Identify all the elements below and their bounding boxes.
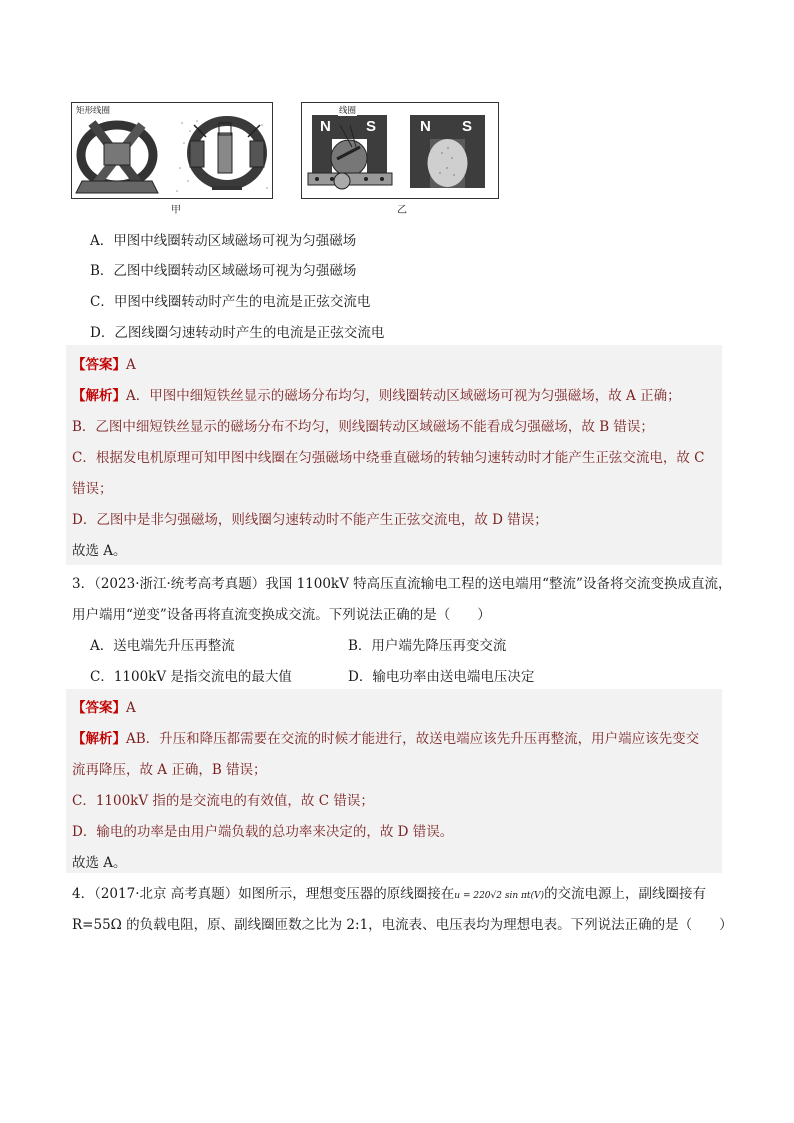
q3-analysis-line-5: 故选 A。 [72, 855, 127, 871]
q2-option-d: D．乙图线圈匀速转动时产生的电流是正弦交流电 [90, 325, 385, 341]
q3-analysis-line-1 [72, 727, 699, 747]
q3-stem-line-1: 3．（2023·浙江·统考高考真题）我国 1100kV 特高压直流输电工程的送电端用“整流”设备将交流变换成直流， [72, 576, 732, 592]
q3-answer [72, 696, 136, 716]
q4-stem-line-1 [72, 882, 706, 902]
q3-stem-line-2: 用户端用“逆变”设备再将直流变换成交流。下列说法正确的是（ ） [72, 607, 491, 623]
pole-n-right: N [420, 118, 431, 135]
q2-answer [72, 353, 136, 373]
figure-jia-drawing [72, 103, 272, 198]
q3-answer-block [66, 689, 722, 873]
figure-yi-label: 线圈 [339, 106, 357, 116]
figure-jia [71, 102, 273, 199]
q2-analysis-tag: 【解析】 [72, 388, 126, 404]
q2-option-a: A．甲图中线圈转动区域磁场可视为匀强磁场 [90, 233, 357, 249]
pole-s-left: S [366, 118, 377, 135]
figure-jia-caption: 甲 [171, 205, 181, 216]
q3-analysis-line-2: 流再降压，故 A 正确，B 错误； [72, 762, 267, 778]
q3-answer-tag: 【答案】 [72, 700, 126, 716]
q3-option-c: C．1100kV 是指交流电的最大值 [90, 669, 292, 685]
q3-answer-value: A [126, 700, 136, 716]
q3-analysis-line-3: C．1100kV 指的是交流电的有效值，故 C 错误； [72, 793, 374, 809]
q2-analysis-line-2: B．乙图中细短铁丝显示的磁场分布不均匀，则线圈转动区域磁场不能看成匀强磁场，故 B 错误； [72, 419, 654, 435]
q2-option-c: C．甲图中线圈转动时产生的电流是正弦交流电 [90, 294, 371, 310]
q2-option-b: B．乙图中线圈转动区域磁场可视为匀强磁场 [90, 263, 357, 279]
q3-analysis-line-4: D．输电的功率是由用户端负载的总功率来决定的，故 D 错误。 [72, 824, 454, 840]
q4-stem-part1: 4．（2017·北京 高考真题）如图所示，理想变压器的原线圈接在 [72, 886, 455, 902]
pole-s-right: S [462, 118, 473, 135]
q4-formula: u = 220√2 sin πt(V) [454, 891, 545, 901]
q2-analysis-line-3: C．根据发电机原理可知甲图中线圈在匀强磁场中绕垂直磁场的转轴匀速转动时才能产生正弦交流电，故 C [72, 450, 705, 466]
q2-analysis-text-1: A．甲图中细短铁丝显示的磁场分布均匀，则线圈转动区域磁场可视为匀强磁场，故 A 正确； [126, 388, 681, 404]
figure-yi-caption: 乙 [397, 205, 407, 216]
q4-stem-part2: 的交流电源上，副线圈接有 [544, 886, 707, 902]
q3-analysis-tag: 【解析】 [72, 731, 126, 747]
q4-stem-line-2: R=55Ω 的负载电阻，原、副线圈匝数之比为 2:1，电流表、电压表均为理想电表。下列说法正确的是（ ） [72, 917, 733, 933]
q3-option-b: B．用户端先降压再变交流 [348, 638, 507, 654]
figure-yi [301, 102, 499, 199]
q2-analysis-line-5: D．乙图中是非匀强磁场，则线圈匀速转动时不能产生正弦交流电，故 D 错误； [72, 512, 548, 528]
pole-n-left: N [320, 118, 331, 135]
q2-analysis-line-1 [72, 384, 681, 404]
q2-answer-tag: 【答案】 [72, 357, 126, 373]
q3-option-d: D．输电功率由送电端电压决定 [348, 669, 535, 685]
figure-jia-label: 矩形线圈 [76, 106, 111, 116]
q3-option-a: A．送电端先升压再整流 [90, 638, 235, 654]
q2-answer-value: A [126, 357, 136, 373]
q2-analysis-line-4: 错误； [72, 481, 113, 497]
q2-analysis-line-6: 故选 A。 [72, 543, 127, 559]
q3-analysis-text-1: AB．升压和降压都需要在交流的时候才能进行，故送电端应该先升压再整流，用户端应该先变交 [126, 731, 700, 747]
